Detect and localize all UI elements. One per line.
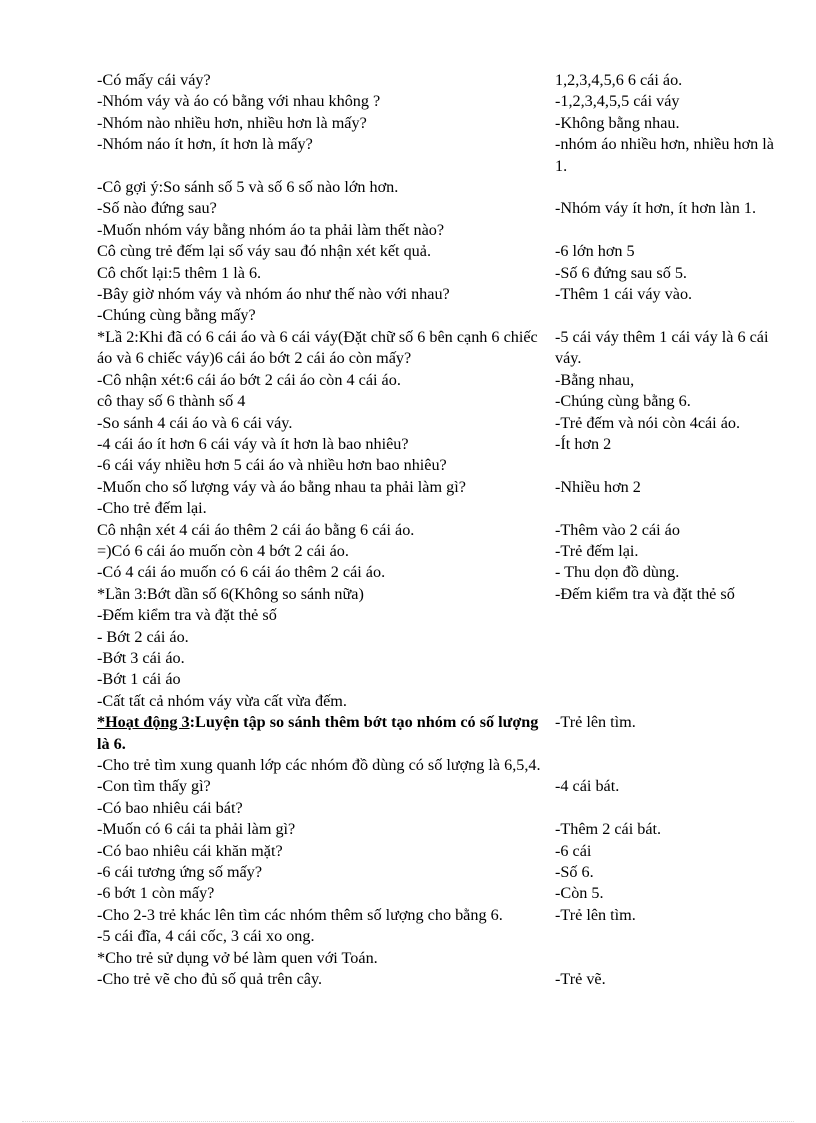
child-activity-cell: -4 cái bát.: [555, 777, 620, 796]
child-activity-cell: -Nhiều hơn 2: [555, 477, 641, 496]
teacher-activity-cell: cô thay số 6 thành số 4: [97, 392, 246, 411]
lesson-row: [97, 391, 780, 412]
child-activity-cell: -Thêm 2 cái bát.: [555, 820, 662, 839]
lesson-row: [97, 948, 780, 969]
child-activity-cell: -Trẻ vẽ.: [555, 970, 606, 989]
activity-heading-text: :Luyện tập so sánh thêm bớt tạo nhóm có số lượng là 6.: [97, 713, 539, 753]
teacher-activity-cell: -Cho trẻ tìm xung quanh lớp các nhóm đồ dùng có số lượng là 6,5,4.: [97, 756, 541, 774]
lesson-row: [97, 776, 780, 797]
lesson-row: [97, 520, 780, 541]
lesson-row: [97, 327, 780, 370]
lesson-row: [97, 905, 780, 926]
teacher-activity-cell: *Cho trẻ sử dụng vở bé làm quen với Toán.: [97, 948, 378, 967]
child-activity-cell: -6 cái: [555, 841, 592, 860]
lesson-row: [97, 177, 780, 198]
teacher-activity-cell: -Cho trẻ đếm lại.: [97, 499, 207, 518]
page-bottom-divider: [22, 1121, 794, 1122]
teacher-activity-cell: -Có bao nhiêu cái khăn mặt?: [97, 841, 283, 860]
child-activity-cell: -Chúng cùng bằng 6.: [555, 392, 691, 411]
child-activity-cell: -Thêm 1 cái váy vào.: [555, 285, 693, 304]
child-activity-cell: -Số 6 đứng sau số 5.: [555, 263, 687, 282]
teacher-activity-cell: -5 cái đĩa, 4 cái cốc, 3 cái xo ong.: [97, 927, 315, 946]
lesson-row: [97, 434, 780, 455]
lesson-row: [97, 605, 780, 626]
lesson-row: [97, 712, 780, 755]
child-activity-cell: -Thêm vào 2 cái áo: [555, 520, 680, 539]
child-activity-cell: -Bằng nhau,: [555, 370, 635, 389]
lesson-row: [97, 305, 780, 326]
lesson-row: [97, 70, 780, 91]
lesson-row: [97, 263, 780, 284]
lesson-plan-body: [97, 70, 780, 990]
teacher-activity-cell: -Cô gợi ý:So sánh số 5 và số 6 số nào lớn hơn.: [97, 178, 399, 197]
lesson-row: [97, 669, 780, 690]
child-activity-cell: [555, 691, 780, 712]
teacher-activity-cell: *Lần 3:Bớt dần số 6(Không so sánh nữa): [97, 584, 364, 603]
teacher-activity-cell: -Nhóm náo ít hơn, ít hơn là mấy?: [97, 135, 313, 154]
lesson-row: [97, 627, 780, 648]
child-activity-cell: -Ít hơn 2: [555, 434, 612, 453]
teacher-activity-cell: -Cho 2-3 trẻ khác lên tìm các nhóm thêm số lượng cho bằng 6.: [97, 905, 503, 924]
lesson-row: [97, 91, 780, 112]
child-activity-cell: [555, 648, 780, 669]
teacher-activity-cell: -Bớt 3 cái áo.: [97, 648, 185, 667]
teacher-activity-cell: Cô chốt lại:5 thêm 1 là 6.: [97, 263, 262, 282]
lesson-row: [97, 926, 780, 947]
lesson-row: [97, 284, 780, 305]
teacher-activity-cell: -Có bao nhiêu cái bát?: [97, 798, 243, 817]
child-activity-cell: - Thu dọn đồ dùng.: [555, 563, 680, 582]
teacher-activity-cell: [97, 712, 555, 755]
teacher-activity-cell: -Bớt 1 cái áo: [97, 670, 181, 689]
lesson-row: [97, 220, 780, 241]
teacher-activity-cell: -Con tìm thấy gì?: [97, 777, 211, 796]
lesson-row: [97, 541, 780, 562]
child-activity-cell: -Không bằng nhau.: [555, 113, 680, 132]
teacher-activity-cell: -6 cái váy nhiều hơn 5 cái áo và nhiều hơn bao nhiêu?: [97, 456, 447, 475]
teacher-activity-cell: -Chúng cùng bằng mấy?: [97, 306, 256, 325]
teacher-activity-cell: - Bớt 2 cái áo.: [97, 627, 189, 646]
child-activity-cell: [555, 948, 780, 969]
activity-heading-label: *Hoạt động 3: [97, 713, 190, 732]
child-activity-cell: -Còn 5.: [555, 884, 604, 903]
lesson-row: [97, 691, 780, 712]
child-activity-cell: [555, 220, 780, 241]
teacher-activity-cell: -Cho trẻ vẽ cho đủ số quả trên cây.: [97, 970, 323, 989]
child-activity-cell: [555, 605, 780, 626]
child-activity-cell: -Trẻ lên tìm.: [555, 713, 636, 732]
child-activity-cell: -Số 6.: [555, 863, 594, 882]
lesson-row: [97, 648, 780, 669]
lesson-row: [97, 134, 780, 177]
lesson-row: [97, 969, 780, 990]
teacher-activity-cell: -Cất tất cả nhóm váy vừa cất vừa đếm.: [97, 691, 347, 710]
teacher-activity-cell: -Có 4 cái áo muốn có 6 cái áo thêm 2 cái áo.: [97, 563, 386, 582]
activity-heading: [97, 713, 538, 752]
lesson-row: [97, 498, 780, 519]
child-activity-cell: [555, 926, 780, 947]
lesson-plan-table: [97, 70, 780, 990]
teacher-activity-cell: -Muốn nhóm váy bằng nhóm áo ta phải làm thết nào?: [97, 220, 445, 239]
child-activity-cell: -1,2,3,4,5,5 cái váy: [555, 92, 680, 111]
child-activity-cell: [555, 755, 780, 776]
child-activity-cell: [555, 498, 780, 519]
child-activity-cell: -5 cái váy thêm 1 cái váy là 6 cái váy.: [555, 327, 769, 368]
teacher-activity-cell: -So sánh 4 cái áo và 6 cái váy.: [97, 413, 293, 432]
lesson-row: [97, 455, 780, 476]
teacher-activity-cell: -6 bớt 1 còn mấy?: [97, 884, 215, 903]
child-activity-cell: -Trẻ đếm và nói còn 4cái áo.: [555, 413, 741, 432]
child-activity-cell: -6 lớn hơn 5: [555, 242, 635, 261]
teacher-activity-cell: -Bây giờ nhóm váy và nhóm áo như thế nào với nhau?: [97, 285, 450, 304]
teacher-activity-cell: -Nhóm nào nhiều hơn, nhiều hơn là mấy?: [97, 113, 367, 132]
lesson-row: [97, 862, 780, 883]
teacher-activity-cell: -Có mấy cái váy?: [97, 71, 211, 89]
teacher-activity-cell: -Muốn cho số lượng váy và áo bằng nhau ta phải làm gì?: [97, 477, 466, 496]
lesson-row: [97, 241, 780, 262]
lesson-row: [97, 841, 780, 862]
teacher-activity-cell: Cô cùng trẻ đếm lại số váy sau đó nhận xét kết quả.: [97, 242, 432, 261]
lesson-row: [97, 562, 780, 583]
child-activity-cell: -Trẻ lên tìm.: [555, 905, 636, 924]
lesson-row: [97, 883, 780, 904]
lesson-row: [97, 755, 780, 776]
lesson-row: [97, 113, 780, 134]
child-activity-cell: [555, 627, 780, 648]
child-activity-cell: [555, 455, 780, 476]
lesson-row: [97, 798, 780, 819]
child-activity-cell: -nhóm áo nhiều hơn, nhiều hơn là 1.: [555, 135, 774, 175]
teacher-activity-cell: -Cô nhận xét:6 cái áo bớt 2 cái áo còn 4 cái áo.: [97, 370, 401, 389]
child-activity-cell: [555, 177, 780, 198]
teacher-activity-cell: -Số nào đứng sau?: [97, 199, 217, 218]
teacher-activity-cell: =)Có 6 cái áo muốn còn 4 bớt 2 cái áo.: [97, 541, 349, 560]
child-activity-cell: -Trẻ đếm lại.: [555, 541, 639, 560]
lesson-row: [97, 413, 780, 434]
teacher-activity-cell: -6 cái tương ứng số mấy?: [97, 863, 263, 882]
child-activity-cell: [555, 305, 780, 326]
teacher-activity-cell: Cô nhận xét 4 cái áo thêm 2 cái áo bằng 6 cái áo.: [97, 520, 415, 539]
child-activity-cell: [555, 669, 780, 690]
lesson-row: [97, 198, 780, 219]
lesson-row: [97, 584, 780, 605]
teacher-activity-cell: -4 cái áo ít hơn 6 cái váy và ít hơn là bao nhiêu?: [97, 434, 409, 453]
child-activity-cell: -Nhóm váy ít hơn, ít hơn làn 1.: [555, 199, 757, 218]
child-activity-cell: -Đếm kiểm tra và đặt thẻ số: [555, 584, 735, 603]
teacher-activity-cell: -Muốn có 6 cái ta phải làm gì?: [97, 820, 296, 839]
teacher-activity-cell: -Nhóm váy và áo có bằng với nhau không ?: [97, 92, 381, 111]
lesson-row: [97, 819, 780, 840]
lesson-row: [97, 477, 780, 498]
lesson-row: [97, 370, 780, 391]
teacher-activity-cell: *Lầ 2:Khi đã có 6 cái áo và 6 cái váy(Đặt chữ số 6 bên cạnh 6 chiếc áo và 6 chiếc váy)6 cái áo bớt 2 cái áo còn mấy?: [97, 327, 538, 368]
child-activity-cell: 1,2,3,4,5,6 6 cái áo.: [555, 71, 683, 89]
child-activity-cell: [555, 798, 780, 819]
teacher-activity-cell: -Đếm kiểm tra và đặt thẻ số: [97, 606, 277, 625]
